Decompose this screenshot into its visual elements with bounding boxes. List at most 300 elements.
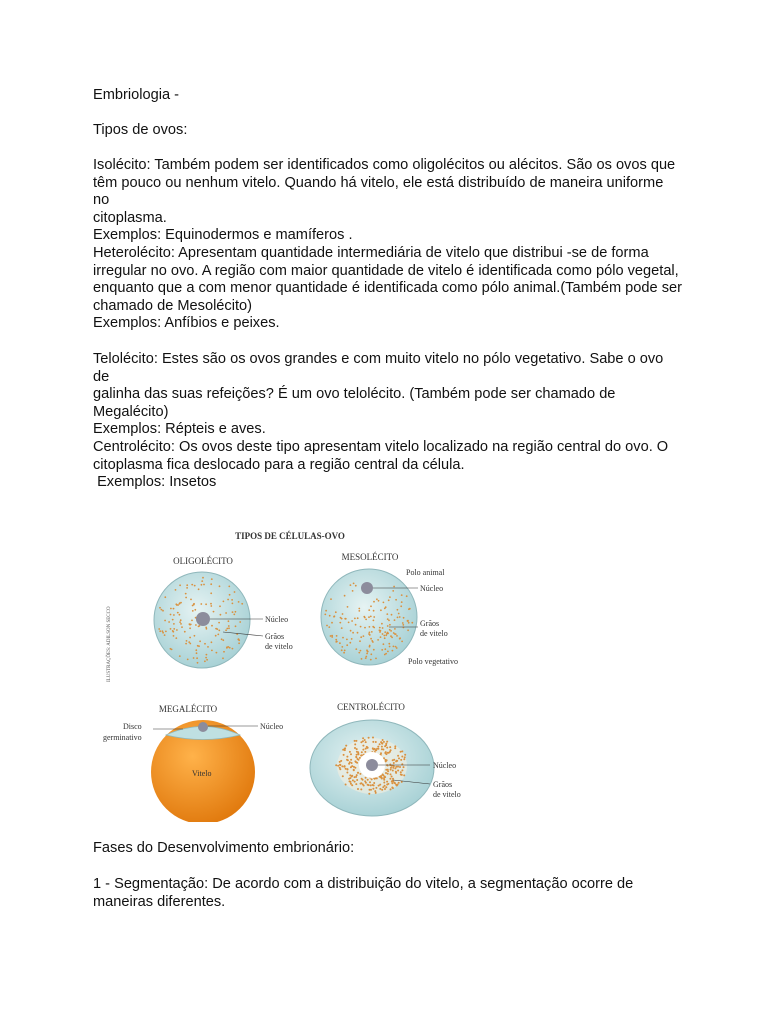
yolk-grain [238, 601, 240, 603]
egg-types-figure [93, 522, 493, 822]
yolk-grain [380, 609, 382, 611]
yolk-grain [356, 779, 358, 781]
yolk-grain [207, 646, 209, 648]
yolk-grain [394, 767, 396, 769]
yolk-grain [330, 635, 332, 637]
yolk-grain [231, 599, 233, 601]
yolk-grain [397, 609, 399, 611]
yolk-grain [175, 637, 177, 639]
yolk-grain [162, 632, 164, 634]
phases-heading: Fases do Desenvolvimento embrionário: [93, 840, 355, 856]
yolk-grain [335, 611, 337, 613]
text-line: citoplasma fica deslocado para a região central da célula. [93, 456, 465, 473]
yolk-grain [360, 788, 362, 790]
yolk-grain [390, 749, 392, 751]
yolk-grain [372, 641, 374, 643]
yolk-grain [181, 626, 183, 628]
yolk-grain [392, 778, 394, 780]
yolk-grain [358, 652, 360, 654]
yolk-grain [357, 758, 359, 760]
yolk-grain [394, 745, 396, 747]
yolk-grain [191, 584, 193, 586]
yolk-grain [392, 759, 394, 761]
yolk-grain [375, 787, 377, 789]
yolk-grain [383, 635, 385, 637]
doc-title-block [93, 87, 683, 105]
yolk-grain [173, 614, 175, 616]
figure-credit: ILUSTRAÇÕES: ADILSON SECCO [107, 606, 112, 682]
yolk-grain [356, 748, 358, 750]
yolk-grain [372, 737, 374, 739]
yolk-grain [370, 616, 372, 618]
yolk-grain [355, 648, 357, 650]
yolk-grain [385, 606, 387, 608]
yolk-grain [351, 762, 353, 764]
yolk-grain [354, 760, 356, 762]
yolk-grain [378, 600, 380, 602]
examples-line: Exemplos: Anfíbios e peixes. [93, 315, 280, 332]
yolk-grain [349, 761, 351, 763]
yolk-grain [180, 602, 182, 604]
yolk-grain [394, 628, 396, 630]
yolk-grain [400, 759, 402, 761]
yolk-grain [373, 649, 375, 651]
yolk-grain [390, 788, 392, 790]
yolk-grain [370, 659, 372, 661]
yolk-grain [395, 772, 397, 774]
yolk-grain [372, 748, 374, 750]
yolk-grain [223, 601, 225, 603]
yolk-grain [326, 625, 328, 627]
yolk-grain [364, 627, 366, 629]
yolk-grain [190, 599, 192, 601]
centrolecito-nucleo-label: Núcleo [433, 761, 457, 770]
yolk-grain [368, 633, 370, 635]
yolk-grain [359, 773, 361, 775]
yolk-grain [389, 596, 391, 598]
yolk-grain [392, 590, 394, 592]
yolk-grain [193, 657, 195, 659]
yolk-grain [392, 787, 394, 789]
yolk-grain [359, 640, 361, 642]
yolk-grain [355, 756, 357, 758]
yolk-grain [355, 740, 357, 742]
yolk-grain [358, 753, 360, 755]
yolk-grain [395, 599, 397, 601]
yolk-grain [388, 620, 390, 622]
yolk-grain [229, 594, 231, 596]
yolk-grain [221, 638, 223, 640]
yolk-grain [389, 646, 391, 648]
yolk-grain [391, 781, 393, 783]
yolk-grain [397, 755, 399, 757]
yolk-grain [210, 605, 212, 607]
yolk-grain [364, 780, 366, 782]
yolk-grain [341, 618, 343, 620]
yolk-grain [164, 620, 166, 622]
yolk-grain [363, 785, 365, 787]
yolk-grain [371, 631, 373, 633]
centrolecito-nucleus [366, 759, 378, 771]
yolk-grain [175, 589, 177, 591]
yolk-grain [373, 616, 375, 618]
yolk-grain [401, 756, 403, 758]
yolk-grain [201, 580, 203, 582]
yolk-grain [226, 628, 228, 630]
yolk-grain [396, 760, 398, 762]
yolk-grain [360, 636, 362, 638]
yolk-grain [324, 614, 326, 616]
yolk-grain [344, 765, 346, 767]
yolk-grain [345, 745, 347, 747]
yolk-grain [377, 639, 379, 641]
yolk-grain [401, 750, 403, 752]
yolk-grain [173, 608, 175, 610]
yolk-grain [372, 741, 374, 743]
yolk-grain [222, 639, 224, 641]
yolk-grain [408, 622, 410, 624]
yolk-grain [159, 607, 161, 609]
text-line: Megalécito) [93, 403, 169, 420]
yolk-grain [189, 637, 191, 639]
centrolecito-paragraph [93, 439, 683, 492]
yolk-grain [164, 634, 166, 636]
yolk-grain [389, 629, 391, 631]
yolk-grain [331, 636, 333, 638]
yolk-grain [399, 638, 401, 640]
yolk-grain [390, 769, 392, 771]
yolk-grain [195, 649, 197, 651]
yolk-grain [369, 645, 371, 647]
yolk-grain [395, 646, 397, 648]
yolk-grain [228, 586, 230, 588]
yolk-grain [206, 654, 208, 656]
text-line: Isolécito: Também podem ser identificados como oligolécitos ou alécitos. São os ovos que [93, 157, 676, 173]
phases-heading-block [93, 840, 683, 858]
yolk-grain [330, 598, 332, 600]
yolk-grain [191, 620, 193, 622]
yolk-grain [347, 769, 349, 771]
yolk-grain [180, 619, 182, 621]
yolk-grain [348, 622, 350, 624]
yolk-grain [355, 783, 357, 785]
yolk-grain [389, 746, 391, 748]
yolk-grain [365, 748, 367, 750]
yolk-grain [404, 756, 406, 758]
yolk-grain [401, 601, 403, 603]
yolk-grain [361, 751, 363, 753]
yolk-grain [342, 613, 344, 615]
yolk-grain [398, 613, 400, 615]
yolk-grain [362, 749, 364, 751]
yolk-grain [396, 635, 398, 637]
yolk-grain [384, 654, 386, 656]
yolk-grain [361, 778, 363, 780]
yolk-grain [175, 603, 177, 605]
yolk-grain [391, 614, 393, 616]
yolk-grain [354, 747, 356, 749]
yolk-grain [334, 615, 336, 617]
yolk-grain [192, 605, 194, 607]
yolk-grain [373, 601, 375, 603]
yolk-grain [343, 652, 345, 654]
yolk-grain [397, 784, 399, 786]
text-line: chamado de Mesolécito) [93, 297, 252, 314]
yolk-grain [381, 789, 383, 791]
yolk-grain [205, 627, 207, 629]
yolk-grain [379, 627, 381, 629]
yolk-grain [382, 633, 384, 635]
yolk-grain [204, 643, 206, 645]
yolk-grain [233, 614, 235, 616]
yolk-grain [384, 776, 386, 778]
yolk-grain [351, 620, 353, 622]
yolk-grain [385, 751, 387, 753]
yolk-grain [218, 622, 220, 624]
yolk-grain [350, 753, 352, 755]
yolk-grain [387, 752, 389, 754]
yolk-grain [210, 603, 212, 605]
yolk-grain [396, 647, 398, 649]
yolk-grain [382, 786, 384, 788]
yolk-grain [373, 620, 375, 622]
yolk-grain [356, 751, 358, 753]
yolk-grain [172, 619, 174, 621]
yolk-grain [370, 653, 372, 655]
yolk-grain [350, 584, 352, 586]
yolk-grain [345, 768, 347, 770]
yolk-grain [204, 660, 206, 662]
yolk-grain [345, 784, 347, 786]
yolk-grain [391, 782, 393, 784]
yolk-grain [210, 583, 212, 585]
yolk-grain [403, 617, 405, 619]
yolk-grain [381, 649, 383, 651]
yolk-grain [172, 631, 174, 633]
yolk-grain [371, 778, 373, 780]
yolk-grain [228, 620, 230, 622]
yolk-grain [383, 779, 385, 781]
yolk-grain [193, 603, 195, 605]
yolk-grain [403, 774, 405, 776]
yolk-grain [211, 625, 213, 627]
yolk-grain [387, 618, 389, 620]
yolk-grain [356, 762, 358, 764]
yolk-grain [341, 627, 343, 629]
oligolecito-nucleo-label: Núcleo [265, 615, 289, 624]
yolk-grain [367, 747, 369, 749]
yolk-grain [186, 584, 188, 586]
yolk-grain [179, 614, 181, 616]
yolk-grain [179, 603, 181, 605]
oligolecito-graos-label-2: de vitelo [265, 642, 293, 651]
yolk-grain [232, 611, 234, 613]
yolk-grain [375, 741, 377, 743]
yolk-grain [362, 740, 364, 742]
yolk-grain [227, 599, 229, 601]
yolk-grain [406, 595, 408, 597]
megalecito-nucleus [198, 722, 208, 732]
yolk-grain [386, 781, 388, 783]
megalecito-nucleo-label: Núcleo [260, 722, 284, 731]
yolk-grain [399, 766, 401, 768]
megalecito-vitelo-label: Vitelo [192, 769, 212, 778]
megalecito-cell [103, 704, 283, 822]
yolk-grain [397, 770, 399, 772]
yolk-grain [383, 643, 385, 645]
yolk-grain [401, 769, 403, 771]
yolk-grain [343, 754, 345, 756]
yolk-grain [335, 764, 337, 766]
centrolecito-label: CENTROLÉCITO [337, 702, 405, 712]
yolk-grain [380, 636, 382, 638]
yolk-grain [385, 760, 387, 762]
yolk-grain [379, 743, 381, 745]
yolk-grain [366, 649, 368, 651]
yolk-grain [357, 617, 359, 619]
yolk-grain [351, 775, 353, 777]
yolk-grain [386, 747, 388, 749]
yolk-grain [348, 778, 350, 780]
yolk-grain [387, 770, 389, 772]
text-line: Centrolécito: Os ovos deste tipo apresentam vitelo localizado na região central do ovo. O [93, 439, 669, 455]
yolk-grain [232, 648, 234, 650]
yolk-grain [187, 659, 189, 661]
yolk-grain [342, 637, 344, 639]
yolk-grain [385, 786, 387, 788]
yolk-grain [358, 610, 360, 612]
yolk-grain [408, 608, 410, 610]
yolk-grain [215, 635, 217, 637]
yolk-grain [383, 782, 385, 784]
yolk-grain [388, 599, 390, 601]
centrolecito-graos-label-2: de vitelo [433, 790, 461, 799]
yolk-grain [234, 591, 236, 593]
yolk-grain [355, 585, 357, 587]
yolk-grain [335, 641, 337, 643]
yolk-grain [188, 641, 190, 643]
yolk-grain [384, 648, 386, 650]
yolk-grain [344, 618, 346, 620]
yolk-grain [402, 622, 404, 624]
yolk-grain [351, 638, 353, 640]
yolk-grain [370, 605, 372, 607]
yolk-grain [352, 632, 354, 634]
yolk-grain [235, 611, 237, 613]
figure-title: TIPOS DE CÉLULAS-OVO [235, 531, 345, 541]
yolk-grain [354, 767, 356, 769]
yolk-grain [219, 585, 221, 587]
yolk-grain [373, 784, 375, 786]
oligolecito-graos-label: Grãos [265, 632, 285, 641]
yolk-grain [407, 629, 409, 631]
yolk-grain [198, 626, 200, 628]
yolk-grain [361, 658, 363, 660]
yolk-grain [216, 652, 218, 654]
yolk-grain [387, 651, 389, 653]
text-line: Heterolécito: Apresentam quantidade intermediária de vitelo que distribui -se de forma [93, 245, 649, 261]
yolk-grain [401, 594, 403, 596]
yolk-grain [336, 635, 338, 637]
yolk-grain [354, 740, 356, 742]
yolk-grain [206, 659, 208, 661]
yolk-grain [218, 630, 220, 632]
yolk-grain [364, 751, 366, 753]
text-line: galinha das suas refeições? É um ovo telolécito. (Também pode ser chamado de [93, 386, 616, 403]
yolk-grain [194, 635, 196, 637]
yolk-grain [356, 774, 358, 776]
yolk-grain [239, 621, 241, 623]
yolk-grain [365, 657, 367, 659]
yolk-grain [331, 622, 333, 624]
yolk-grain [376, 598, 378, 600]
yolk-grain [398, 782, 400, 784]
yolk-grain [397, 617, 399, 619]
yolk-grain [403, 758, 405, 760]
yolk-grain [238, 642, 240, 644]
yolk-grain [196, 652, 198, 654]
yolk-grain [382, 739, 384, 741]
yolk-grain [367, 779, 369, 781]
yolk-grain [346, 772, 348, 774]
yolk-grain [357, 788, 359, 790]
yolk-grain [385, 744, 387, 746]
yolk-grain [217, 634, 219, 636]
yolk-grain [375, 792, 377, 794]
yolk-grain [384, 788, 386, 790]
mesolecito-cell [321, 552, 458, 666]
yolk-grain [205, 657, 207, 659]
yolk-grain [349, 642, 351, 644]
yolk-grain [170, 614, 172, 616]
yolk-grain [346, 644, 348, 646]
yolk-grain [381, 748, 383, 750]
yolk-grain [384, 637, 386, 639]
yolk-grain [186, 587, 188, 589]
yolk-grain [225, 629, 227, 631]
yolk-grain [228, 627, 230, 629]
yolk-grain [368, 793, 370, 795]
yolk-grain [365, 777, 367, 779]
yolk-grain [351, 784, 353, 786]
yolk-grain [238, 638, 240, 640]
yolk-grain [197, 662, 199, 664]
yolk-grain [381, 746, 383, 748]
yolk-grain [203, 584, 205, 586]
yolk-grain [197, 645, 199, 647]
yolk-grain [363, 635, 365, 637]
yolk-grain [357, 632, 359, 634]
centrolecito-graos-label: Grãos [433, 780, 453, 789]
yolk-grain [352, 779, 354, 781]
mesolecito-polo-animal-label: Polo animal [406, 568, 445, 577]
yolk-grain [165, 631, 167, 633]
yolk-grain [189, 627, 191, 629]
yolk-grain [344, 595, 346, 597]
yolk-grain [173, 623, 175, 625]
yolk-grain [393, 762, 395, 764]
yolk-grain [213, 611, 215, 613]
yolk-grain [374, 790, 376, 792]
yolk-grain [353, 583, 355, 585]
yolk-grain [161, 609, 163, 611]
yolk-grain [220, 614, 222, 616]
yolk-grain [173, 628, 175, 630]
yolk-grain [375, 658, 377, 660]
yolk-grain [370, 784, 372, 786]
yolk-grain [354, 743, 356, 745]
yolk-grain [185, 593, 187, 595]
